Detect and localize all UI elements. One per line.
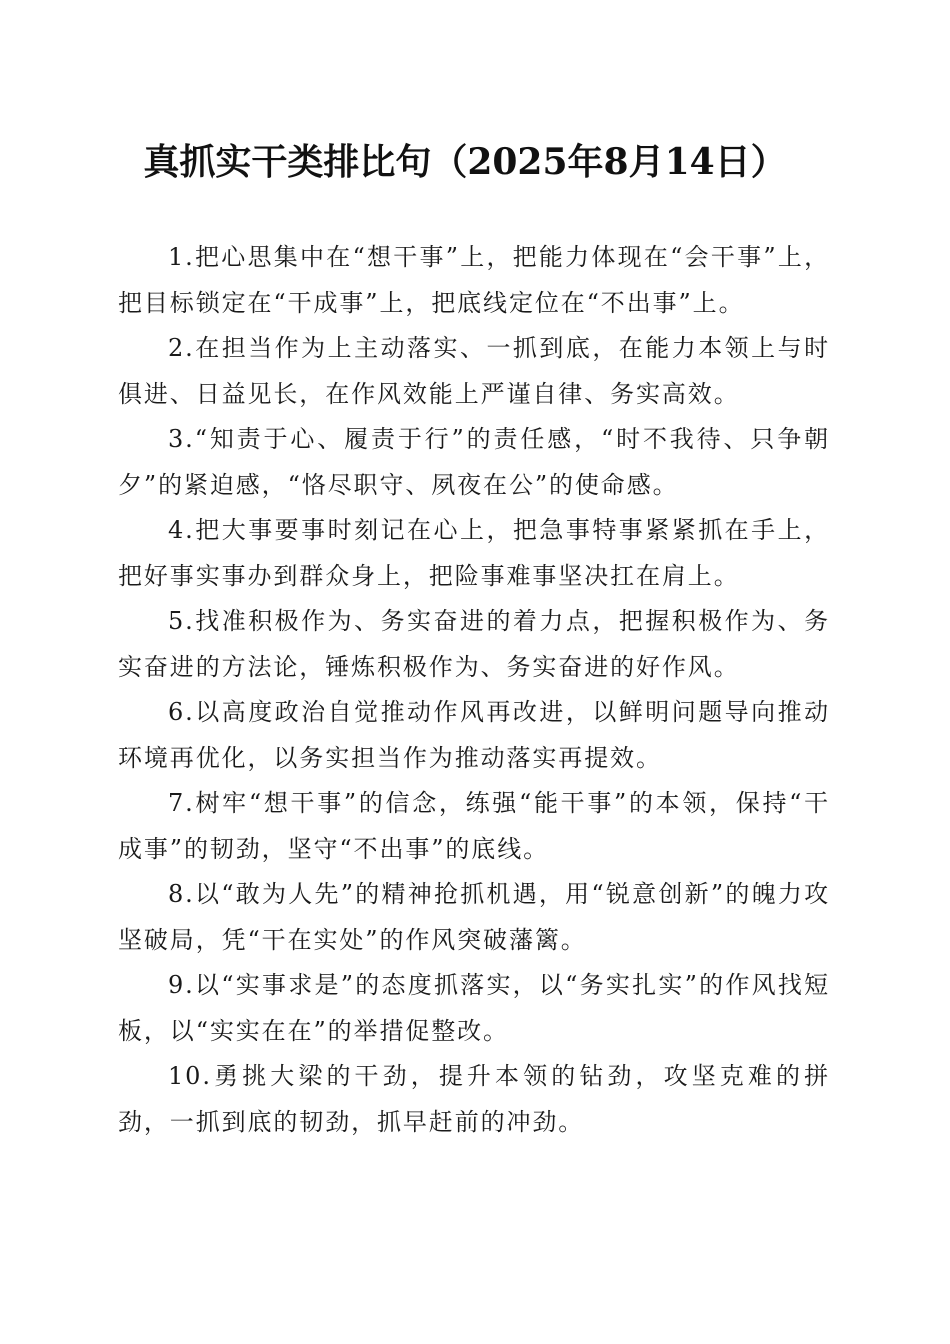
paragraph-4: 4.把大事要事时刻记在心上，把急事特事紧紧抓在手上，把好事实事办到群众身上，把险事难事坚决扛在肩上。: [118, 516, 830, 590]
paragraph-7: 7.树牢“想干事”的信念，练强“能干事”的本领，保持“干成事”的韧劲，坚守“不出事”的底线。: [118, 789, 830, 863]
paragraph-10: 10.勇挑大梁的干劲，提升本领的钻劲，攻坚克难的拼劲，一抓到底的韧劲，抓早赶前的冲劲。: [118, 1062, 830, 1136]
paragraph-3: 3.“知责于心、履责于行”的责任感，“时不我待、只争朝夕”的紧迫感，“恪尽职守、夙夜在公”的使命感。: [118, 425, 830, 499]
paragraph-5: 5.找准积极作为、务实奋进的着力点，把握积极作为、务实奋进的方法论，锤炼积极作为、务实奋进的好作风。: [118, 607, 830, 681]
paragraph-2: 2.在担当作为上主动落实、一抓到底，在能力本领上与时俱进、日益见长，在作风效能上严谨自律、务实高效。: [118, 334, 830, 408]
paragraph-1: 1.把心思集中在“想干事”上，把能力体现在“会干事”上，把目标锁定在“干成事”上，把底线定位在“不出事”上。: [118, 243, 830, 317]
paragraph-6: 6.以高度政治自觉推动作风再改进，以鲜明问题导向推动环境再优化，以务实担当作为推动落实再提效。: [118, 698, 830, 772]
paragraph-8: 8.以“敢为人先”的精神抢抓机遇，用“锐意创新”的魄力攻坚破局，凭“干在实处”的作风突破藩篱。: [118, 880, 830, 954]
paragraph-9: 9.以“实事求是”的态度抓落实，以“务实扎实”的作风找短板，以“实实在在”的举措促整改。: [118, 971, 830, 1045]
document-body: [118, 235, 830, 1145]
document-title: 真抓实干类排比句（2025年8月14日）: [143, 141, 787, 183]
